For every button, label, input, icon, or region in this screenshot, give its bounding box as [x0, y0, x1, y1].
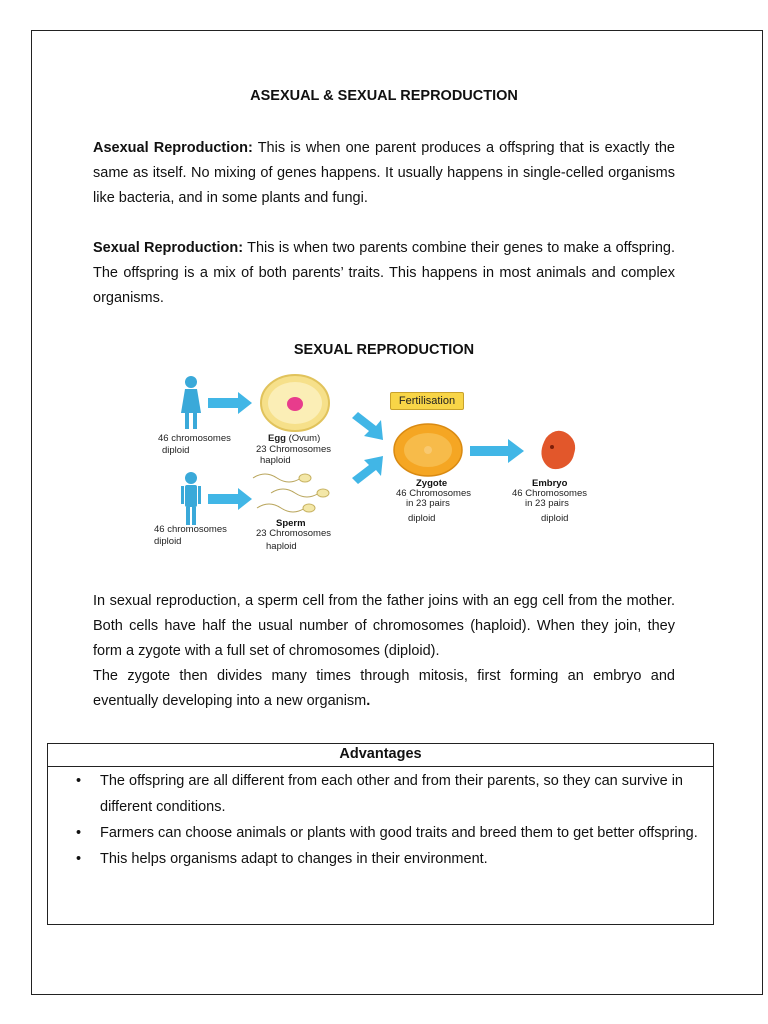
embryo-pairs-label: in 23 pairs: [525, 498, 569, 509]
bullet-icon: •: [76, 773, 82, 789]
sperm-name-label: Sperm: [276, 518, 306, 529]
arrow-zygote-embryo-icon: [470, 439, 524, 463]
explanation-paragraph-2: [93, 664, 675, 714]
male-type-label: diploid: [154, 536, 182, 547]
advantages-table: [47, 743, 714, 925]
sperm-icon: [253, 474, 329, 512]
sperm-chromosomes-label: 23 Chromosomes: [256, 528, 331, 539]
female-figure-icon: [181, 376, 201, 429]
reproduction-diagram: [150, 368, 610, 552]
zygote-pairs-label: in 23 pairs: [406, 498, 450, 509]
sexual-text: This is when two parents combine their genes to make a offspring. The offspring is a mix of both parents’ traits. This happens in most animals and complex organisms.: [93, 240, 675, 306]
arrow-sperm-zygote-icon: [352, 456, 383, 484]
egg-chromosomes-label: 23 Chromosomes: [256, 444, 331, 455]
zygote-chromosomes-label: 46 Chromosomes: [396, 488, 471, 499]
list-item: [48, 768, 713, 820]
advantages-list: [48, 768, 713, 872]
explanation-end: .: [366, 693, 371, 709]
embryo-icon: [541, 431, 575, 469]
explanation-text-2: The zygote then divides many times through mitosis, first forming an embryo and eventually developing into a new organism: [93, 668, 675, 709]
embryo-chromosomes-label: 46 Chromosomes: [512, 488, 587, 499]
arrow-female-egg-icon: [208, 392, 252, 414]
zygote-name-label: Zygote: [416, 478, 448, 489]
page-title: ASEXUAL & SEXUAL REPRODUCTION: [250, 88, 518, 104]
egg-icon: [261, 375, 329, 431]
egg-name-label: [268, 434, 320, 444]
asexual-paragraph: [93, 136, 675, 211]
sperm-type-label: haploid: [266, 541, 297, 552]
fertilisation-label: Fertilisation: [390, 392, 464, 410]
list-item: [48, 820, 713, 846]
egg-type-label: haploid: [260, 455, 291, 466]
zygote-type-label: diploid: [408, 513, 436, 524]
list-item: [48, 846, 713, 872]
zygote-icon: [394, 424, 462, 476]
bullet-icon: •: [76, 851, 82, 867]
asexual-text: This is when one parent produces a offspring that is exactly the same as itself. No mixing of genes happens. It usually happens in single-celled organisms like bacteria, and in some plants and fungi.: [93, 140, 675, 206]
section-title: SEXUAL REPRODUCTION: [293, 342, 475, 358]
arrow-egg-zygote-icon: [352, 412, 383, 440]
advantage-text: Farmers can choose animals or plants with good traits and breed them to get better offspring.: [100, 825, 698, 841]
explanation-paragraph-1: In sexual reproduction, a sperm cell from the father joins with an egg cell from the mother. Both cells have half the usual number of chromosomes (haploid). When they join, they form a zygote with a full set of chromosomes (diploid).: [93, 593, 675, 659]
sexual-paragraph: [93, 236, 675, 311]
asexual-term: Asexual Reproduction:: [93, 140, 253, 156]
female-chromosomes-label: 46 chromosomes: [158, 433, 231, 444]
advantage-text: The offspring are all different from each other and from their parents, so they can survive in different conditions.: [100, 773, 683, 815]
male-figure-icon: [181, 472, 201, 525]
sexual-term: Sexual Reproduction:: [93, 240, 244, 256]
advantage-text: This helps organisms adapt to changes in their environment.: [100, 851, 488, 867]
bullet-icon: •: [76, 825, 82, 841]
male-chromosomes-label: 46 chromosomes: [154, 524, 227, 535]
egg-name: Egg: [268, 433, 286, 444]
advantages-heading: Advantages: [48, 744, 713, 767]
female-type-label: diploid: [162, 445, 190, 456]
embryo-name-label: Embryo: [532, 478, 568, 489]
arrow-male-sperm-icon: [208, 488, 252, 510]
embryo-type-label: diploid: [541, 513, 569, 524]
egg-alt-name: (Ovum): [288, 433, 321, 444]
